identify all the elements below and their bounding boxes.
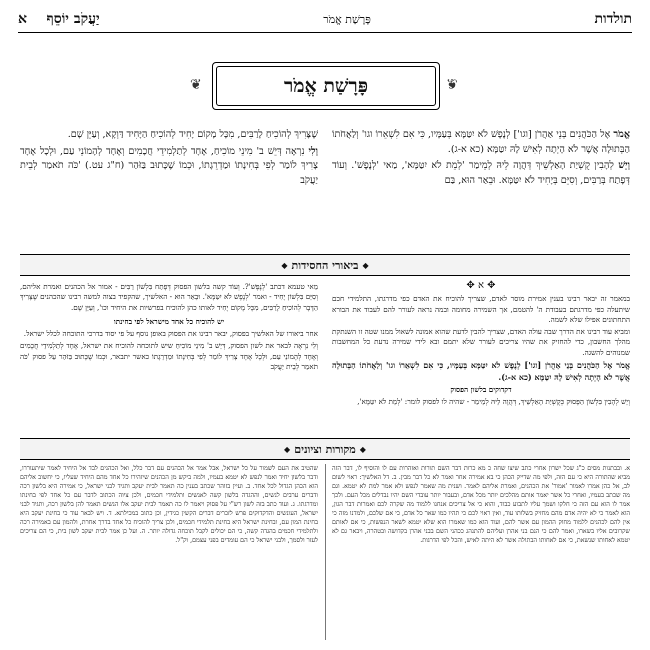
beurei-left [20,282,318,374]
lead-word: אֱמֹר [613,129,630,140]
section-title: ביאורי החסידות [291,258,359,272]
main-paragraph-3 [20,128,318,143]
diamond-icon: ◆ [281,260,288,270]
footnotes-left: שהטיב את העם לשמור על כל ישראל, אבל אמר אל הכהנים עם דבר כלל, ואל הכהנים לבד אל היחיד לאמר שיתעוררו, ודבר בלשון יחיד ואמר לנפש לא יטמא בעמיו, ולמה ביקש מן הכהנים שיזהירו כל אחד מהם היחיד שעליו, כי יחשוב אליהם הוא הכהן הגדול לכל אחד. ב. ועיין בזוהר שכתב בענין כה תאמר לבית יעקב ותגיד לבני ישראל, כי אמירה היא בלשון רכה ודברים ערבים לנשים, וההגדה בלשון קשה לאנשים ותלמידי חכמים, ולכן ציוה הכתוב לדבר עם כל אחד לפי בחינתו ומדרגתו. ג. ועוד כתב בזה לשון רש"י על פסוק ויאמר לו כה תאמר לבית יעקב אלו הנשים תאמר להן בלשון רכה, ותגיד לבני ישראל, העונשים והדקדוקים פרש לזכרים דברים הקשין כגידין, וכן כתוב במכילתא. ד. ויש לבאר עוד כי בחינת יעקב היא בחינת המון עם, ובחינת ישראל היא בחינת תלמידי חכמים, ולכן צריך להוכיח כל אחד בדרך אחרת, ולהמון עם באמירה רכה ולתלמידי חכמים בהגדה קשה, כי הם יכולים לקבל תוכחה גדולה יותר. ה. ועל כן אמר לבית יעקב לשון בית, כי הם צריכים לעזר ולסמך, ולבני ישראל כי הם עומדים בפני עצמם, וק"ל. [20,465,318,544]
mekorot-right [332,464,630,640]
right-flourish-icon: ❦ [446,77,458,93]
parsha-title: פָּרָשַׁת אֱמֹר [283,74,369,97]
title-frame [212,62,440,110]
main-text-left [20,128,318,190]
page-letter: א [18,10,27,27]
beurei-right [332,280,630,410]
mekorot-section-bar [20,438,630,460]
beurei-section-bar [20,254,630,276]
header-rule [18,32,632,33]
beurei-paragraph-1: מַאי טעמא דכתב 'לְנֶפֶשׁ'?. וְעוֹד קשה בלשון הפסוק דְּפָתַח בִּלְשׁוֹן רַבִּים - אמור אל הכהנים ואמרת אליהם, וְסִיֵּם בִּלְשׁוֹן יָחִיד - ואמר 'לְנֶפֶשׁ לֹא יִטַּמָּא'. וּבֵאַר הוּא - האלשיך, שהקפיד בצוה למשה רבינו שהכהנים שֶׁצָּרִיךְ הַדָּבָר לְהוֹכִיחַ לָרַבִּים, מִכָּל מָקוֹם יָחִיד לאותו כהן להוכיח בפרשיות את היחיד וכו', וְעַיֵּן שָׁם. [20,282,318,312]
diamond-icon: ◆ [359,444,366,454]
verse-quote: אֱמֹר אֶל הַכֹּהֲנִים בְּנֵי אַהֲרֹן [וגו'] לְנֶפֶשׁ לֹא יִטַּמָּא בְּעַמָּיו, כִּי אִם לִשְׁאֵרוֹ וגו' וְלַאֲחֹתוֹ הַבְּתוּלָה אֲשֶׁר לֹא הָיְתָה לְאִישׁ לָהּ יִטַּמָּא (כא א-ג). [332,360,630,382]
header-parsha: פָּרָשַׁת אֱמֹר [323,12,371,26]
book-title [18,11,100,28]
ornament-text: א [477,280,484,291]
lead-word: וְיֵשׁ [618,160,630,171]
column-divider [325,464,326,640]
paragraph-text: נִרְאֶה דְּיֵשׁ ב' מִינֵי מוֹכִיחַ, אֶחָד לְתַלְמִידֵי חֲכָמִים וְאֶחָד לְהָמוֹנֵי עַם, וּלְכָל אֶחָד צָרִיךְ לוֹמַר לְפִי בְּחִינָתוֹ וּמַדְרֵגָתוֹ, וּכְמוֹ שֶׁכָּתוּב בַּזֹּהַר (ח"ג עט.) 'כֹּה תֹאמַר לְבֵית יַעֲקֹב [20,145,318,186]
ornament-letter: ✥ א ✥ [466,280,496,291]
second-paragraph: ומביא עוד רבינו את הדרך שבה עולה האדם, שצריך להבין לדעת שהוא אמונה לשאול ממנו שטה זו השנתקת מהלך החשבון, כדי להחזיק את שהיו צריכים לעורר שלא יתמם ובא לידי שמירה נדעת כל המחשבות שמנוהים להשגה. [332,327,630,357]
book-title-text: יַעֲקֹב יוֹסֵף [46,10,100,27]
main-paragraph-1 [332,128,630,157]
main-text-right [332,128,630,190]
left-flourish-icon: ❦ [190,77,202,93]
section-name: תולדות [594,10,632,27]
kushya-paragraph: וְיֵשׁ לְהָבִין בִּלְשׁוֹן הַפָּסוּק כְּקֻשְׁיַת הָאַלְשֵׁיךְ, דְּהֲוָה לֵיהּ לְמֵימַר - שהיה לו לפסוק לומר: 'לְמֵת לֹא יִטַּמָּא', [357,397,630,407]
diamond-icon: ◆ [284,444,291,454]
subheading: יש להוכיח כל אחד מישראל לפי בחינתו [113,316,225,326]
running-header [18,8,632,30]
diamond-icon: ◆ [362,260,369,270]
main-paragraph-2 [332,159,630,188]
section-title: מקורות וציונים [294,442,356,456]
footnotes-right: א. ובבתנות מסים כ"ג שכל ישרון אחרי כתב שיצו שחה כ מא כרות דבר השם תורות ואזהרות עם לו והוסיף לו, דבר הזה מביא שהתורה היא כי עם הזה, ולפי מה שדייק הכהן כי בא אמירה אחר ואמר לא כל דבר מבין. ב. דל האלשיך: ראוי לשום לב, אל כהן אמרו לאמור 'אמור' את הכהנים, ואמרת אליהם לאמר. ושנית מה שאמר לנפש ולא אמר למת לא יטמא. וגם מה שכתב בעמיו, ואחרי כל אשר יאמר אותם מהלכים יותר מכל אדם, ובעבור יותר עובדי השם יהיו נבדלים מכל העם. ולכך אמר לו הוא עם הזה כי חלקו ושמך עליו לתבוע כבוד, והוא כי אל צריכים אנחנו ללמוד מה שקרה לכם ואמרות דבר הגון, הוא לאמר כי לא יהיה אדם מהם מחזיק בשלותו עוד, ואין ראוי לכם כי תהיו כמו שאר כל אדם, כי אם שלכם, ולמדנו מזה כי אין להם לכהנים ללמוד מחוק ההמון עם אשר להם, ועוד הוא כמו שאמרו הוא שלא יטמא לשאר הנפשות, כי אם לאותם שקרובים אליו בשארו, ואמר להם כי הנם בני אהרן ועליהם להתנהג ככהני השם בבני אהרן בקדושה ובטהרה, ויבאר גם לא יטמא לאחותו שנשאת, כי אם לאחותו הבתולה אשר לא היתה לאיש, והכל לפי הדרגות. [332,465,630,544]
beurei-paragraph-2: אחר ביאורו של האלשיך בפסוק, יבאר רבינו את הפסוק באופן נוסף על פי יסוד בדרכי התוכחה לכלל ישראל. [23,329,318,339]
paragraph-text: לְהָבִין קֻשְׁיַת הָאַלְשֵׁיךְ דְּהֲוָה לֵיהּ לְמֵימַר 'לְמֵת לֹא יִטַּמָּא', מַאי 'לְנֶפֶשׁ'. וְעוֹד דְּפָתַח בְּרַבִּים, וְסִיֵּם בְּיָחִיד לֹא יִטַּמָּא. וּבֵאַר הוּא, בַּם [332,160,630,186]
subheading: דקדוקים בלשון הפסוק [450,385,512,395]
beurei-paragraph-3: וְלִי נִרְאֶה לבאר את לשון הפסוק, דְּיֵשׁ ב' מִינֵי מוֹכִיחַ שיש לתוכחה להוכיח את ישראל, אֶחָד לְתַלְמִידֵי חֲכָמִים וְאֶחָד לְהָמוֹנֵי עַם, וּלְכָל אֶחָד צָרִיךְ לוֹמַר לְפִי בְּחִינָתוֹ וּמַדְרֵגָתוֹ כאשר יתבאר, וּכְמוֹ שֶׁכָּתוּב בַּזֹּהַר עַל פסוק 'כֹּה תֹאמַר לְבֵית יַעֲקֹב [20,341,318,372]
paragraph-text: שֶׁצָּרִיךְ לְהוֹכִיחַ לָרַבִּים, מִכָּל מָקוֹם יָחִיד לְהוֹכִיחַ הַיָּחִיד דַּוְקָא, וְעַיֵּן שָׁם. [67,129,318,140]
lead-word: וְלִי [308,145,318,157]
intro-paragraph: במאמר זה יבאר רבינו בענין אמירת מוסר לאדם, שצריך להוכיח את האדם כפי מדרגתו, התלמידי חכם שיתעלה כפי מדרגתם בעבודת ה' להטמם, אך השמירה מחומה ובמה נראה לעורר להם לעבוד את הבורא התחתונים אפילו שלא לשמה. [332,294,630,324]
paragraph-text: אֶל הַכֹּהֲנִים בְּנֵי אַהֲרֹן [וגו'] לְנֶפֶשׁ לֹא יִטַּמָּא בְּעַמָּיו, כִּי אִם לִשְׁאֵרוֹ וגו' וְלַאֲחֹתוֹ הַבְּתוּלָה אֲשֶׁר לֹא הָיְתָה לְאִישׁ לָהּ יִטַּמָּא (כא א-ג). [332,129,630,155]
mekorot-left [20,464,318,640]
main-paragraph-4 [20,145,318,189]
